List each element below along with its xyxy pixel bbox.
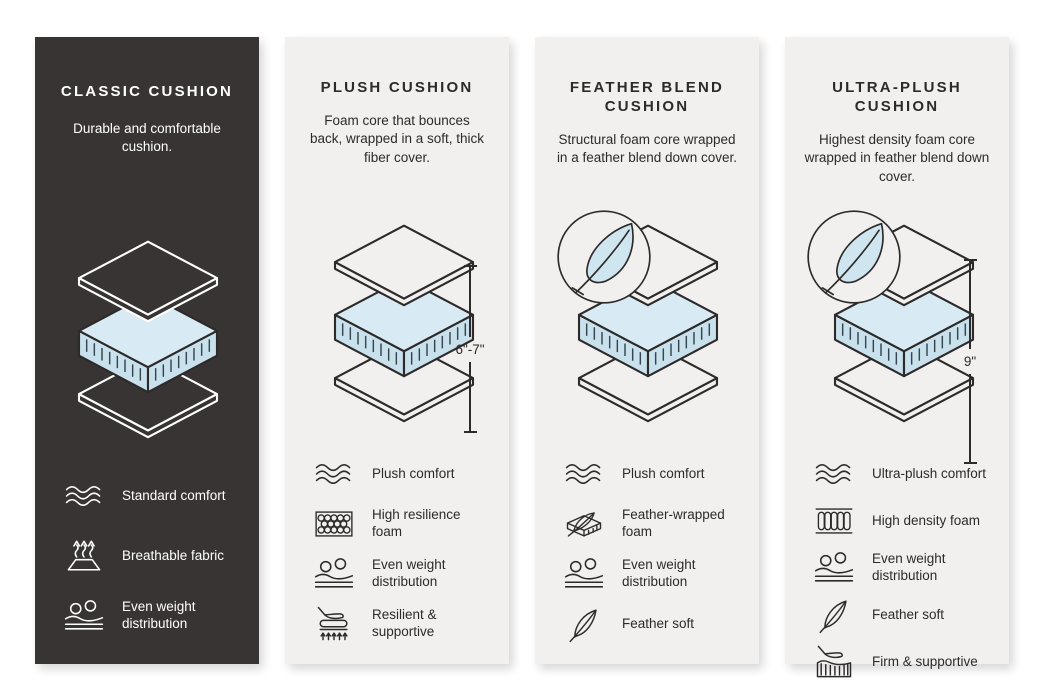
feather-icon	[812, 596, 856, 634]
feature-row	[62, 537, 242, 575]
even-weight-icon	[562, 555, 606, 593]
feature-label: Breathable fabric	[122, 547, 225, 563]
measure-cap	[964, 462, 977, 464]
feature-label: Plush comfort	[622, 465, 705, 481]
feature-row	[312, 555, 492, 593]
plush-cushion-card	[285, 37, 509, 664]
feature-row	[812, 643, 992, 681]
card-title: CLASSIC CUSHION	[60, 83, 234, 100]
even-weight-icon	[812, 549, 856, 587]
firm-icon	[812, 643, 856, 681]
card-header	[52, 77, 242, 209]
feature-label: Even weight distribution	[872, 551, 946, 583]
feather-badge-icon	[554, 207, 654, 307]
card-description: Highest density foam core wrapped in feather blend down cover.	[804, 131, 990, 184]
feature-label: Standard comfort	[122, 487, 226, 503]
feature-row	[312, 505, 492, 543]
measure-cap	[464, 431, 477, 433]
measure-line	[469, 362, 471, 432]
feature-row	[562, 455, 742, 493]
feature-row	[312, 455, 492, 493]
density-foam-icon	[812, 502, 856, 540]
card-header	[552, 79, 742, 207]
measure-line	[969, 374, 971, 462]
feature-row	[562, 555, 742, 593]
card-description: Durable and comfortable cushion.	[73, 120, 221, 155]
feature-label: Resilient & supportive	[372, 607, 437, 639]
waves-icon	[62, 477, 106, 515]
thickness-measurement	[950, 259, 990, 464]
even-weight-icon	[312, 555, 356, 593]
card-title: FEATHER BLEND CUSHION	[569, 79, 725, 115]
even-weight-icon	[62, 597, 106, 635]
feather-blend-cushion-card	[535, 37, 759, 664]
waves-icon	[812, 455, 856, 493]
cushion-layers-diagram	[302, 219, 492, 431]
card-description: Structural foam core wrapped in a feather blend down cover.	[556, 131, 738, 166]
classic-cushion-card	[35, 37, 259, 664]
cushion-layers-icon	[52, 235, 244, 441]
cushion-layers-diagram	[552, 219, 742, 431]
feature-row	[562, 505, 742, 543]
feature-row	[812, 549, 992, 587]
card-header	[802, 79, 992, 207]
foam-cells-icon	[312, 505, 356, 543]
feature-list	[552, 455, 742, 643]
feature-label: High resilience foam	[372, 507, 461, 539]
thickness-value: 9"	[963, 354, 977, 369]
measure-line	[969, 261, 971, 349]
thickness-value: 6"-7"	[455, 341, 485, 357]
feature-label: Even weight distribution	[622, 557, 696, 589]
feather-foam-icon	[562, 505, 606, 543]
feature-label: Even weight distribution	[372, 557, 446, 589]
feature-label: High density foam	[872, 512, 981, 528]
waves-icon	[562, 455, 606, 493]
feature-row	[562, 605, 742, 643]
thickness-measurement	[450, 265, 490, 433]
feature-label: Ultra-plush comfort	[872, 465, 987, 481]
cushion-layers-diagram	[52, 235, 242, 447]
feature-label: Feather soft	[872, 606, 945, 622]
cushion-layers-diagram	[802, 219, 992, 431]
breathable-icon	[62, 537, 106, 575]
ultra-plush-cushion-card	[785, 37, 1009, 669]
feature-row	[812, 502, 992, 540]
feature-list	[802, 455, 992, 681]
feather-icon	[562, 605, 606, 643]
feature-row	[812, 596, 992, 634]
feature-label: Firm & supportive	[872, 653, 978, 669]
feature-row	[312, 605, 492, 643]
feature-row	[62, 597, 242, 635]
card-title: PLUSH CUSHION	[320, 79, 474, 96]
feature-list	[302, 455, 492, 643]
waves-icon	[312, 455, 356, 493]
card-description: Foam core that bounces back, wrapped in a soft, thick fiber cover.	[309, 112, 485, 165]
feature-label: Feather soft	[622, 615, 695, 631]
resilient-icon	[312, 605, 356, 643]
card-header	[302, 79, 492, 207]
feature-list	[52, 477, 242, 635]
card-title: ULTRA-PLUSH CUSHION	[832, 79, 962, 115]
measure-line	[469, 267, 471, 337]
feature-label: Even weight distribution	[122, 599, 196, 631]
feature-row	[62, 477, 242, 515]
feature-label: Plush comfort	[372, 465, 455, 481]
feather-badge-icon	[804, 207, 904, 307]
feature-label: Feather-wrapped foam	[622, 507, 725, 539]
